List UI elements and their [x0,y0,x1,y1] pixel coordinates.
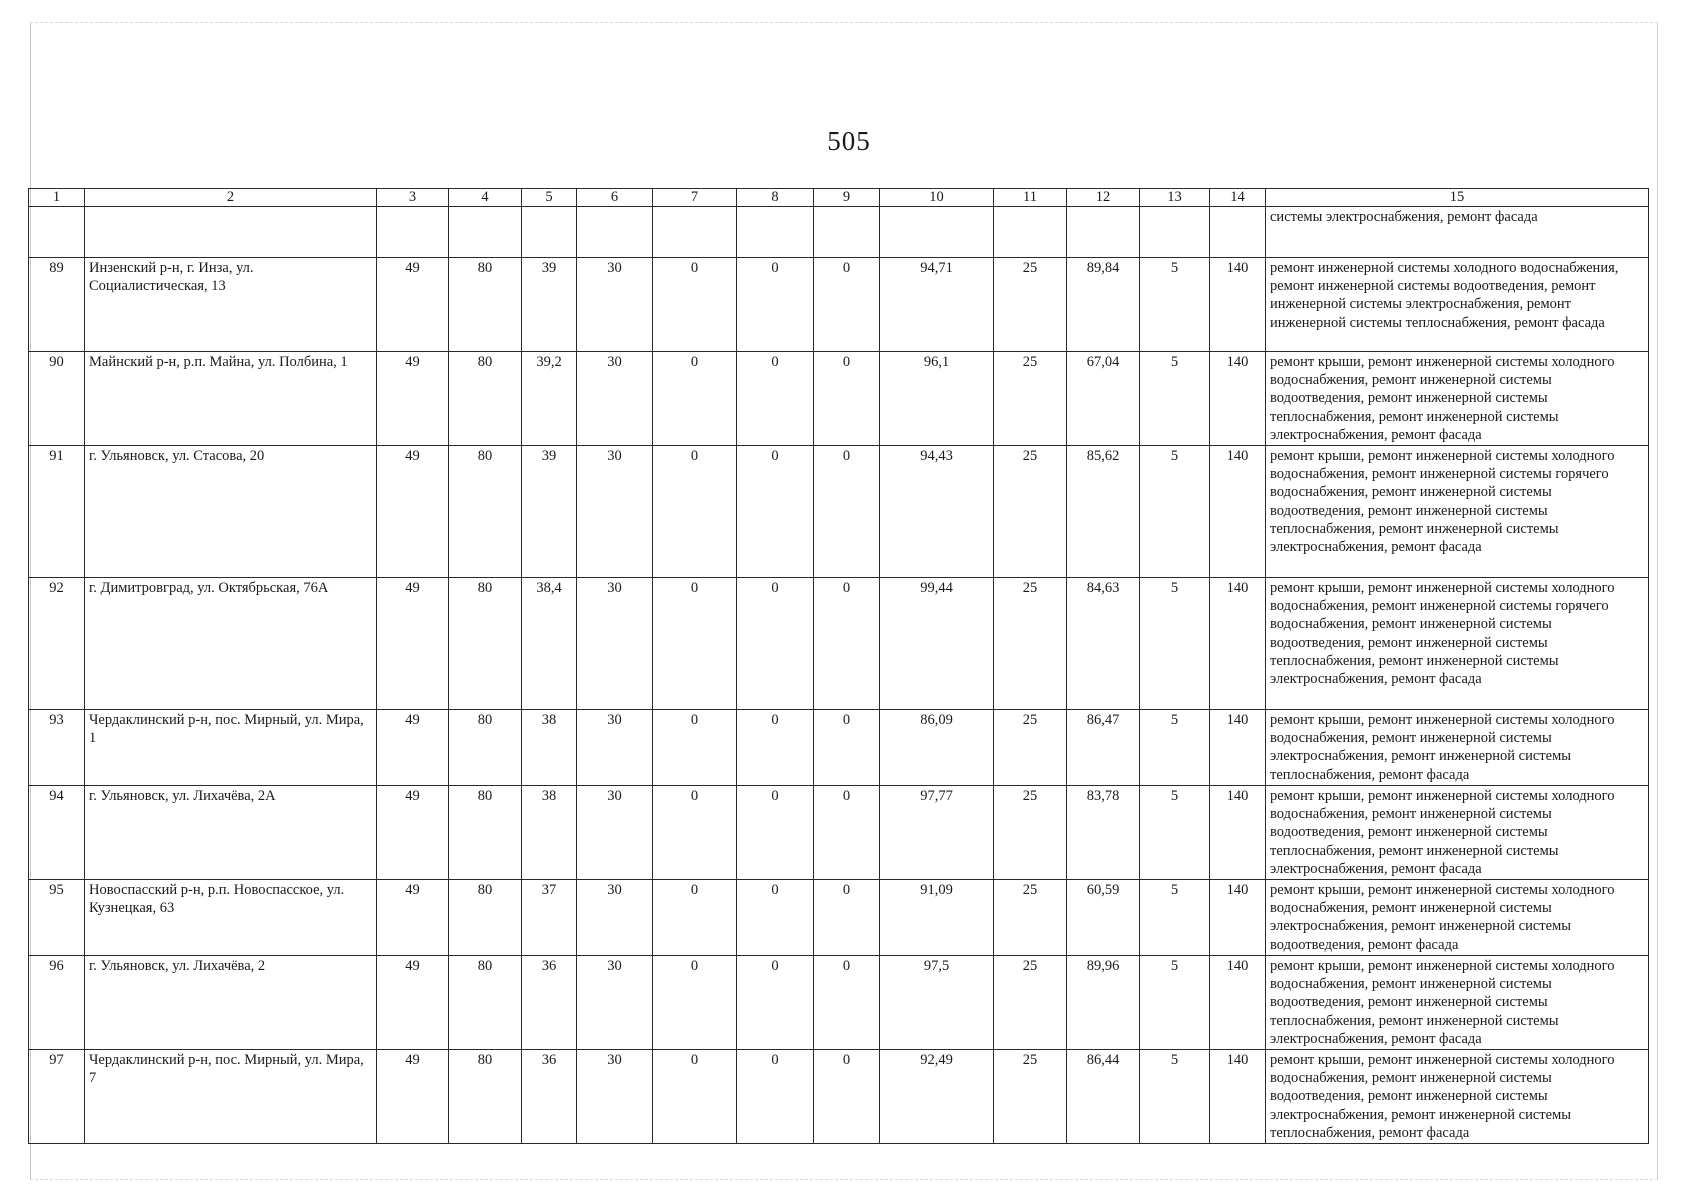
value-cell: 0 [737,578,814,710]
value-cell: 140 [1210,880,1266,956]
value-cell: 140 [1210,786,1266,880]
table-cell [449,207,522,258]
value-cell: 89,84 [1067,258,1140,352]
value-cell: 60,59 [1067,880,1140,956]
row-number: 92 [29,578,85,710]
continuation-row [29,207,1649,258]
value-cell: 84,63 [1067,578,1140,710]
value-cell: 86,44 [1067,1050,1140,1144]
value-cell: 86,47 [1067,710,1140,786]
value-cell: 39,2 [522,352,577,446]
value-cell: 0 [653,786,737,880]
value-cell: 49 [377,258,449,352]
value-cell: 0 [653,710,737,786]
value-cell: 80 [449,446,522,578]
value-cell: 94,43 [880,446,994,578]
row-number: 90 [29,352,85,446]
value-cell: 25 [994,446,1067,578]
value-cell: 36 [522,956,577,1050]
value-cell: 0 [814,258,880,352]
value-cell: 0 [653,446,737,578]
table-row [29,578,1649,710]
value-cell: 0 [737,258,814,352]
column-header: 11 [994,189,1067,207]
value-cell: 80 [449,352,522,446]
value-cell: 30 [577,1050,653,1144]
column-header: 14 [1210,189,1266,207]
value-cell: 80 [449,880,522,956]
value-cell: 0 [737,352,814,446]
value-cell: 92,49 [880,1050,994,1144]
value-cell: 36 [522,1050,577,1144]
column-header: 7 [653,189,737,207]
value-cell: 49 [377,880,449,956]
works-cell: ремонт крыши, ремонт инженерной системы холодного водоснабжения, ремонт инженерной системы электроснабжения, ремонт инженерной системы теплоснабжения, ремонт фасада [1266,710,1649,786]
value-cell: 5 [1140,786,1210,880]
value-cell: 5 [1140,258,1210,352]
value-cell: 91,09 [880,880,994,956]
value-cell: 94,71 [880,258,994,352]
address-cell: Чердаклинский р-н, пос. Мирный, ул. Мира, 1 [85,710,377,786]
column-header: 8 [737,189,814,207]
column-header: 6 [577,189,653,207]
value-cell: 0 [814,786,880,880]
value-cell: 0 [653,1050,737,1144]
table-row [29,446,1649,578]
column-header: 13 [1140,189,1210,207]
value-cell: 38 [522,786,577,880]
row-number: 89 [29,258,85,352]
value-cell: 30 [577,786,653,880]
value-cell: 25 [994,1050,1067,1144]
works-cell: ремонт крыши, ремонт инженерной системы холодного водоснабжения, ремонт инженерной системы водоотведения, ремонт инженерной системы электроснабжения, ремонт инженерной системы теплоснабжения, ремонт фасада [1266,1050,1649,1144]
column-header: 1 [29,189,85,207]
address-cell: Инзенский р-н, г. Инза, ул. Социалистическая, 13 [85,258,377,352]
row-number: 91 [29,446,85,578]
table-cell [994,207,1067,258]
address-cell: Майнский р-н, р.п. Майна, ул. Полбина, 1 [85,352,377,446]
works-table [28,188,1649,1144]
value-cell: 30 [577,710,653,786]
value-cell: 80 [449,710,522,786]
works-cell: ремонт крыши, ремонт инженерной системы холодного водоснабжения, ремонт инженерной системы электроснабжения, ремонт инженерной системы водоотведения, ремонт фасада [1266,880,1649,956]
column-header: 10 [880,189,994,207]
value-cell: 0 [814,446,880,578]
table-row [29,258,1649,352]
table-cell [1067,207,1140,258]
column-header: 4 [449,189,522,207]
address-cell: Новоспасский р-н, р.п. Новоспасское, ул. Кузнецкая, 63 [85,880,377,956]
table-cell [814,207,880,258]
value-cell: 30 [577,446,653,578]
value-cell: 0 [737,446,814,578]
value-cell: 25 [994,578,1067,710]
column-header: 5 [522,189,577,207]
column-header: 15 [1266,189,1649,207]
table-cell [1140,207,1210,258]
value-cell: 0 [737,956,814,1050]
value-cell: 0 [653,352,737,446]
value-cell: 0 [814,880,880,956]
column-number-row [29,189,1649,207]
value-cell: 140 [1210,956,1266,1050]
address-cell: г. Ульяновск, ул. Стасова, 20 [85,446,377,578]
works-cell: ремонт крыши, ремонт инженерной системы холодного водоснабжения, ремонт инженерной системы горячего водоснабжения, ремонт инженерной системы водоотведения, ремонт инженерной системы теплоснабжения, ремонт инженерной системы электроснабжения, ремонт фасада [1266,446,1649,578]
value-cell: 49 [377,956,449,1050]
value-cell: 140 [1210,1050,1266,1144]
value-cell: 0 [653,578,737,710]
value-cell: 25 [994,786,1067,880]
value-cell: 0 [737,710,814,786]
table-cell [653,207,737,258]
address-cell: Чердаклинский р-н, пос. Мирный, ул. Мира, 7 [85,1050,377,1144]
value-cell: 49 [377,352,449,446]
works-cell: ремонт крыши, ремонт инженерной системы холодного водоснабжения, ремонт инженерной системы водоотведения, ремонт инженерной системы теплоснабжения, ремонт инженерной системы электроснабжения, ремонт фасада [1266,956,1649,1050]
value-cell: 38,4 [522,578,577,710]
value-cell: 30 [577,258,653,352]
table-row [29,1050,1649,1144]
value-cell: 80 [449,786,522,880]
table-cell [737,207,814,258]
row-number: 93 [29,710,85,786]
table-cell [522,207,577,258]
value-cell: 49 [377,1050,449,1144]
value-cell: 0 [814,710,880,786]
value-cell: 85,62 [1067,446,1140,578]
value-cell: 0 [653,880,737,956]
value-cell: 67,04 [1067,352,1140,446]
value-cell: 140 [1210,578,1266,710]
table-cell [29,207,85,258]
column-header: 12 [1067,189,1140,207]
value-cell: 0 [737,880,814,956]
value-cell: 30 [577,956,653,1050]
value-cell: 97,77 [880,786,994,880]
value-cell: 80 [449,956,522,1050]
table-cell [85,207,377,258]
value-cell: 140 [1210,446,1266,578]
value-cell: 5 [1140,710,1210,786]
value-cell: 30 [577,578,653,710]
row-number: 95 [29,880,85,956]
value-cell: 0 [737,786,814,880]
value-cell: 49 [377,710,449,786]
value-cell: 38 [522,710,577,786]
table-row [29,352,1649,446]
value-cell: 140 [1210,352,1266,446]
address-cell: г. Ульяновск, ул. Лихачёва, 2А [85,786,377,880]
value-cell: 0 [814,1050,880,1144]
value-cell: 39 [522,446,577,578]
value-cell: 49 [377,786,449,880]
value-cell: 80 [449,1050,522,1144]
value-cell: 5 [1140,880,1210,956]
value-cell: 5 [1140,1050,1210,1144]
value-cell: 5 [1140,578,1210,710]
value-cell: 140 [1210,710,1266,786]
value-cell: 89,96 [1067,956,1140,1050]
value-cell: 0 [814,578,880,710]
value-cell: 25 [994,258,1067,352]
table-row [29,786,1649,880]
value-cell: 25 [994,880,1067,956]
table-cell [577,207,653,258]
value-cell: 49 [377,446,449,578]
value-cell: 0 [814,352,880,446]
column-header: 9 [814,189,880,207]
value-cell: 99,44 [880,578,994,710]
column-header: 2 [85,189,377,207]
table-cell [377,207,449,258]
value-cell: 0 [814,956,880,1050]
page-number: 505 [827,126,871,156]
table-row [29,710,1649,786]
value-cell: 83,78 [1067,786,1140,880]
value-cell: 86,09 [880,710,994,786]
table-cell [1210,207,1266,258]
value-cell: 5 [1140,956,1210,1050]
value-cell: 0 [653,258,737,352]
works-cell: ремонт крыши, ремонт инженерной системы холодного водоснабжения, ремонт инженерной системы горячего водоснабжения, ремонт инженерной системы водоотведения, ремонт инженерной системы теплоснабжения, ремонт инженерной системы электроснабжения, ремонт фасада [1266,578,1649,710]
value-cell: 30 [577,352,653,446]
table-cell [880,207,994,258]
column-header: 3 [377,189,449,207]
address-cell: г. Ульяновск, ул. Лихачёва, 2 [85,956,377,1050]
value-cell: 39 [522,258,577,352]
value-cell: 96,1 [880,352,994,446]
value-cell: 49 [377,578,449,710]
value-cell: 140 [1210,258,1266,352]
value-cell: 80 [449,258,522,352]
address-cell: г. Димитровград, ул. Октябрьская, 76А [85,578,377,710]
value-cell: 30 [577,880,653,956]
value-cell: 5 [1140,352,1210,446]
works-cell: ремонт инженерной системы холодного водоснабжения, ремонт инженерной системы водоотведения, ремонт инженерной системы электроснабжения, ремонт инженерной системы теплоснабжения, ремонт фасада [1266,258,1649,352]
value-cell: 37 [522,880,577,956]
row-number: 94 [29,786,85,880]
works-cell: ремонт крыши, ремонт инженерной системы холодного водоснабжения, ремонт инженерной системы водоотведения, ремонт инженерной системы теплоснабжения, ремонт инженерной системы электроснабжения, ремонт фасада [1266,786,1649,880]
value-cell: 0 [737,1050,814,1144]
value-cell: 25 [994,710,1067,786]
value-cell: 0 [653,956,737,1050]
value-cell: 25 [994,956,1067,1050]
value-cell: 97,5 [880,956,994,1050]
works-cell: ремонт крыши, ремонт инженерной системы холодного водоснабжения, ремонт инженерной системы водоотведения, ремонт инженерной системы теплоснабжения, ремонт инженерной системы электроснабжения, ремонт фасада [1266,352,1649,446]
row-number: 97 [29,1050,85,1144]
value-cell: 5 [1140,446,1210,578]
row-number: 96 [29,956,85,1050]
value-cell: 80 [449,578,522,710]
value-cell: 25 [994,352,1067,446]
table-row [29,956,1649,1050]
works-cell: системы электроснабжения, ремонт фасада [1266,207,1649,258]
table-row [29,880,1649,956]
